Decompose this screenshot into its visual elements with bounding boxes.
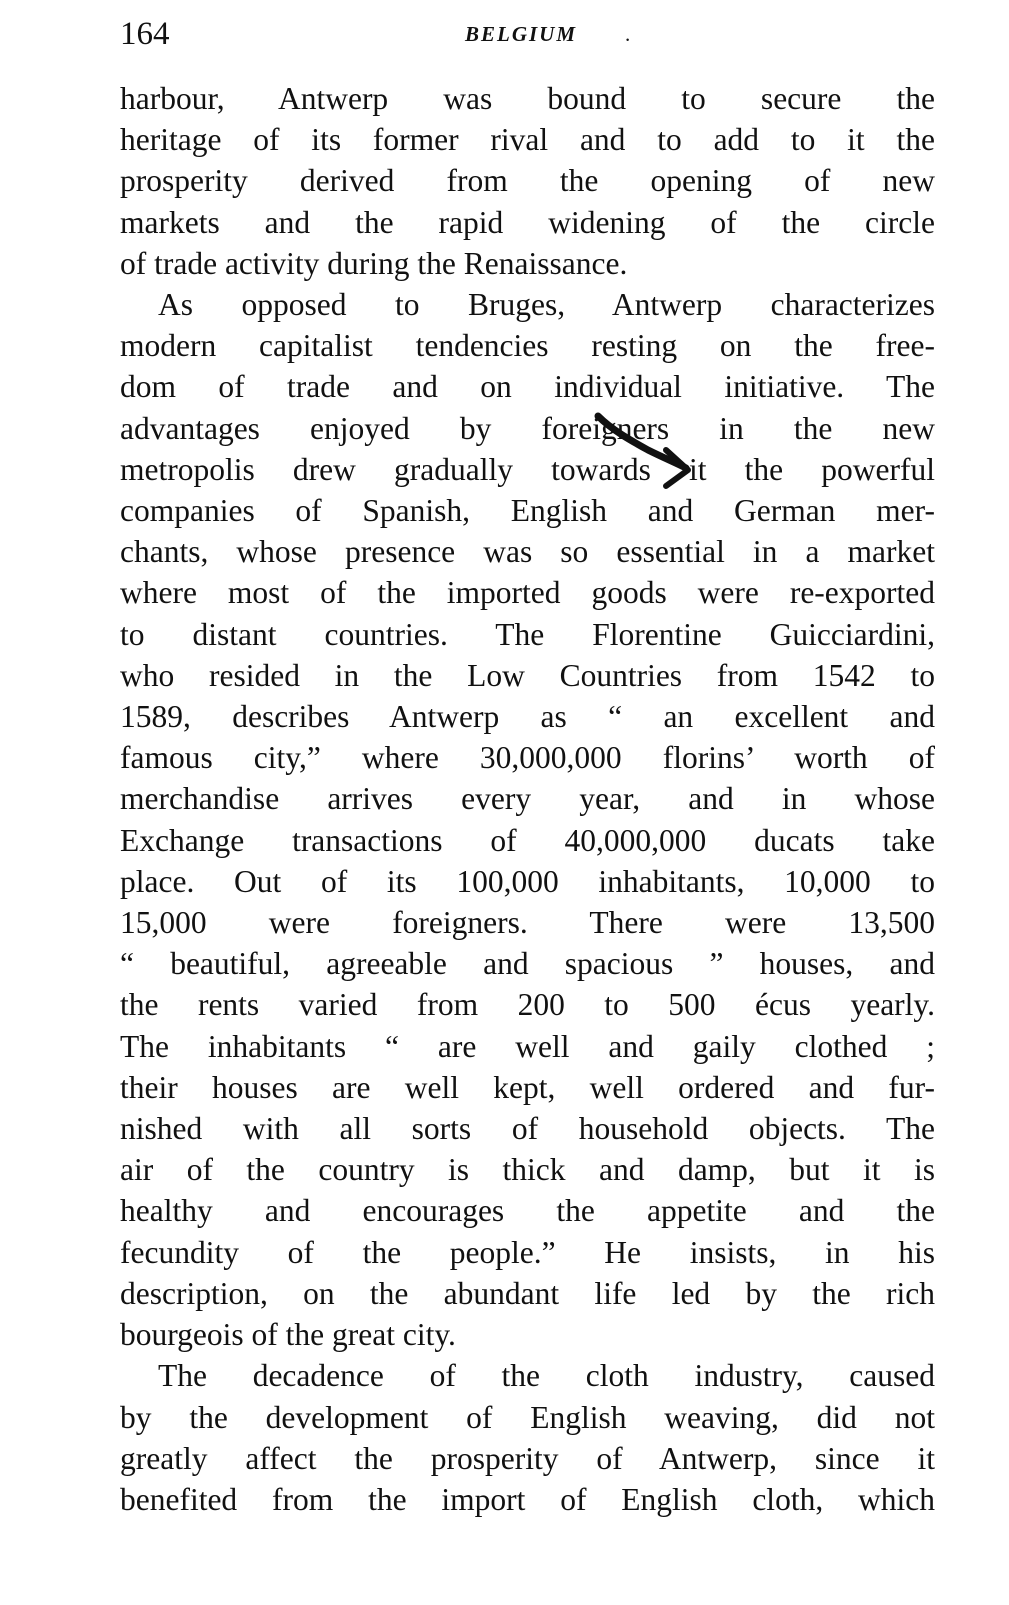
text-line: modern capitalist tendencies resting on the free- [120, 328, 935, 364]
text-line: their houses are well kept, well ordered and fur- [120, 1069, 935, 1105]
text-line: merchandise arrives every year, and in whose [120, 781, 935, 817]
text-line: As opposed to Bruges, Antwerp characterizes [158, 287, 935, 323]
page-number: 164 [120, 16, 170, 52]
text-line: heritage of its former rival and to add to it the [120, 122, 935, 158]
text-line: to distant countries. The Florentine Guicciardini, [120, 616, 935, 652]
text-line: where most of the imported goods were re-exported [120, 575, 935, 611]
text-line: 1589, describes Antwerp as “ an excellent and [120, 699, 935, 735]
text-line: The inhabitants “ are well and gaily clothed ; [120, 1028, 935, 1064]
text-line: 15,000 were foreigners. There were 13,500 [120, 905, 935, 941]
text-line: companies of Spanish, English and German mer- [120, 493, 935, 529]
text-line: healthy and encourages the appetite and the [120, 1193, 935, 1229]
paragraph-1 [120, 78, 935, 284]
text-line: markets and the rapid widening of the circle [120, 204, 935, 240]
text-line: place. Out of its 100,000 inhabitants, 10,000 to [120, 863, 935, 899]
text-line: of trade activity during the Renaissance. [120, 245, 628, 281]
text-line: description, on the abundant life led by the rich [120, 1275, 935, 1311]
text-line: “ beautiful, agreeable and spacious ” houses, and [120, 946, 935, 982]
text-line: The decadence of the cloth industry, caused [158, 1358, 935, 1394]
text-line: bourgeois of the great city. [120, 1317, 456, 1353]
text-line: nished with all sorts of household objects. The [120, 1111, 935, 1147]
text-line: by the development of English weaving, did not [120, 1399, 935, 1435]
text-line: air of the country is thick and damp, but it is [120, 1152, 935, 1188]
page-header [120, 14, 940, 54]
running-head: BELGIUM [465, 22, 578, 46]
text-line: greatly affect the prosperity of Antwerp, since it [120, 1440, 935, 1476]
text-line: chants, whose presence was so essential in a market [120, 534, 935, 570]
text-line: the rents varied from 200 to 500 écus yearly. [120, 987, 935, 1023]
body-text [120, 78, 935, 1520]
text-line: fecundity of the people.” He insists, in his [120, 1234, 935, 1270]
paragraph-3 [120, 1355, 935, 1520]
text-line: Exchange transactions of 40,000,000 ducats take [120, 822, 935, 858]
text-line: famous city,” where 30,000,000 florins’ worth of [120, 740, 935, 776]
text-line: who resided in the Low Countries from 1542 to [120, 657, 935, 693]
text-line: benefited from the import of English cloth, which [120, 1481, 935, 1517]
text-line: metropolis drew gradually towards it the powerful [120, 451, 935, 487]
text-line: harbour, Antwerp was bound to secure the [120, 81, 935, 116]
text-line: dom of trade and on individual initiative. The [120, 369, 935, 405]
text-line: prosperity derived from the opening of new [120, 163, 935, 199]
header-mark: . [625, 22, 631, 46]
paragraph-2 [120, 284, 935, 1355]
text-line: advantages enjoyed by foreigners in the new [120, 410, 935, 446]
